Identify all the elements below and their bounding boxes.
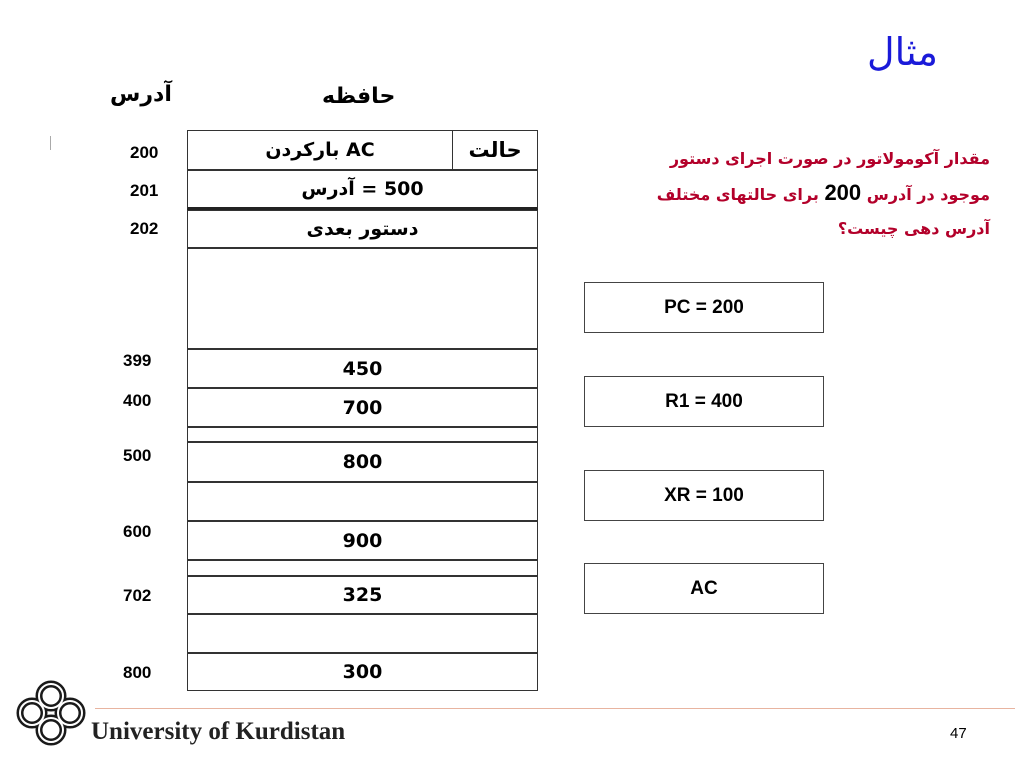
memory-cell-800: 300 [187, 653, 538, 691]
mode-field: حالت [468, 138, 522, 162]
memory-cell-empty [187, 560, 538, 576]
address-label-500: 500 [123, 446, 152, 465]
memory-cell-600: 900 [187, 521, 538, 560]
xr-register: XR = 100 [584, 470, 824, 521]
memory-cell-empty [187, 482, 538, 521]
address-label-200: 200 [130, 143, 159, 162]
address-label-800: 800 [123, 663, 152, 682]
address-header: آدرس [110, 82, 172, 107]
instruction-text: AC بارکردن [188, 131, 453, 169]
university-name: University of Kurdistan [91, 718, 346, 745]
question-text [590, 142, 990, 246]
memory-cell-201: 500 = آدرس [187, 170, 538, 210]
footer-divider [95, 708, 1015, 709]
address-label-702: 702 [123, 586, 152, 605]
memory-header: حافظه [322, 84, 396, 109]
address-label-202: 202 [130, 219, 159, 238]
page-number: 47 [950, 725, 967, 742]
memory-cell-empty [187, 614, 538, 653]
question-line-1: مقدار آکومولاتور در صورت اجرای دستور [669, 149, 990, 168]
memory-cell-399: 450 [187, 349, 538, 388]
divider-mark [50, 136, 51, 150]
memory-cell-empty [187, 427, 538, 442]
question-address-number: 200 [824, 180, 862, 205]
pc-register: PC = 200 [584, 282, 824, 333]
address-label-400: 400 [123, 391, 152, 410]
r1-register: R1 = 400 [584, 376, 824, 427]
ac-register: AC [584, 563, 824, 614]
address-label-600: 600 [123, 522, 152, 541]
memory-cell-empty [187, 248, 538, 349]
address-label-201: 201 [130, 181, 159, 200]
question-line-2-end: برای حالتهای مختلف [656, 185, 819, 204]
memory-cell-200 [187, 130, 538, 170]
question-line-2-start: موجود در آدرس [866, 185, 990, 204]
memory-cell-202: دستور بعدی [187, 210, 538, 248]
question-line-2 [590, 176, 990, 212]
question-line-3: آدرس دهی چیست؟ [837, 219, 990, 238]
memory-cell-500: 800 [187, 442, 538, 482]
memory-cell-400: 700 [187, 388, 538, 427]
memory-cell-702: 325 [187, 576, 538, 614]
university-logo-icon [14, 678, 88, 748]
slide-title: مثال [866, 30, 938, 74]
address-label-399: 399 [123, 351, 152, 370]
